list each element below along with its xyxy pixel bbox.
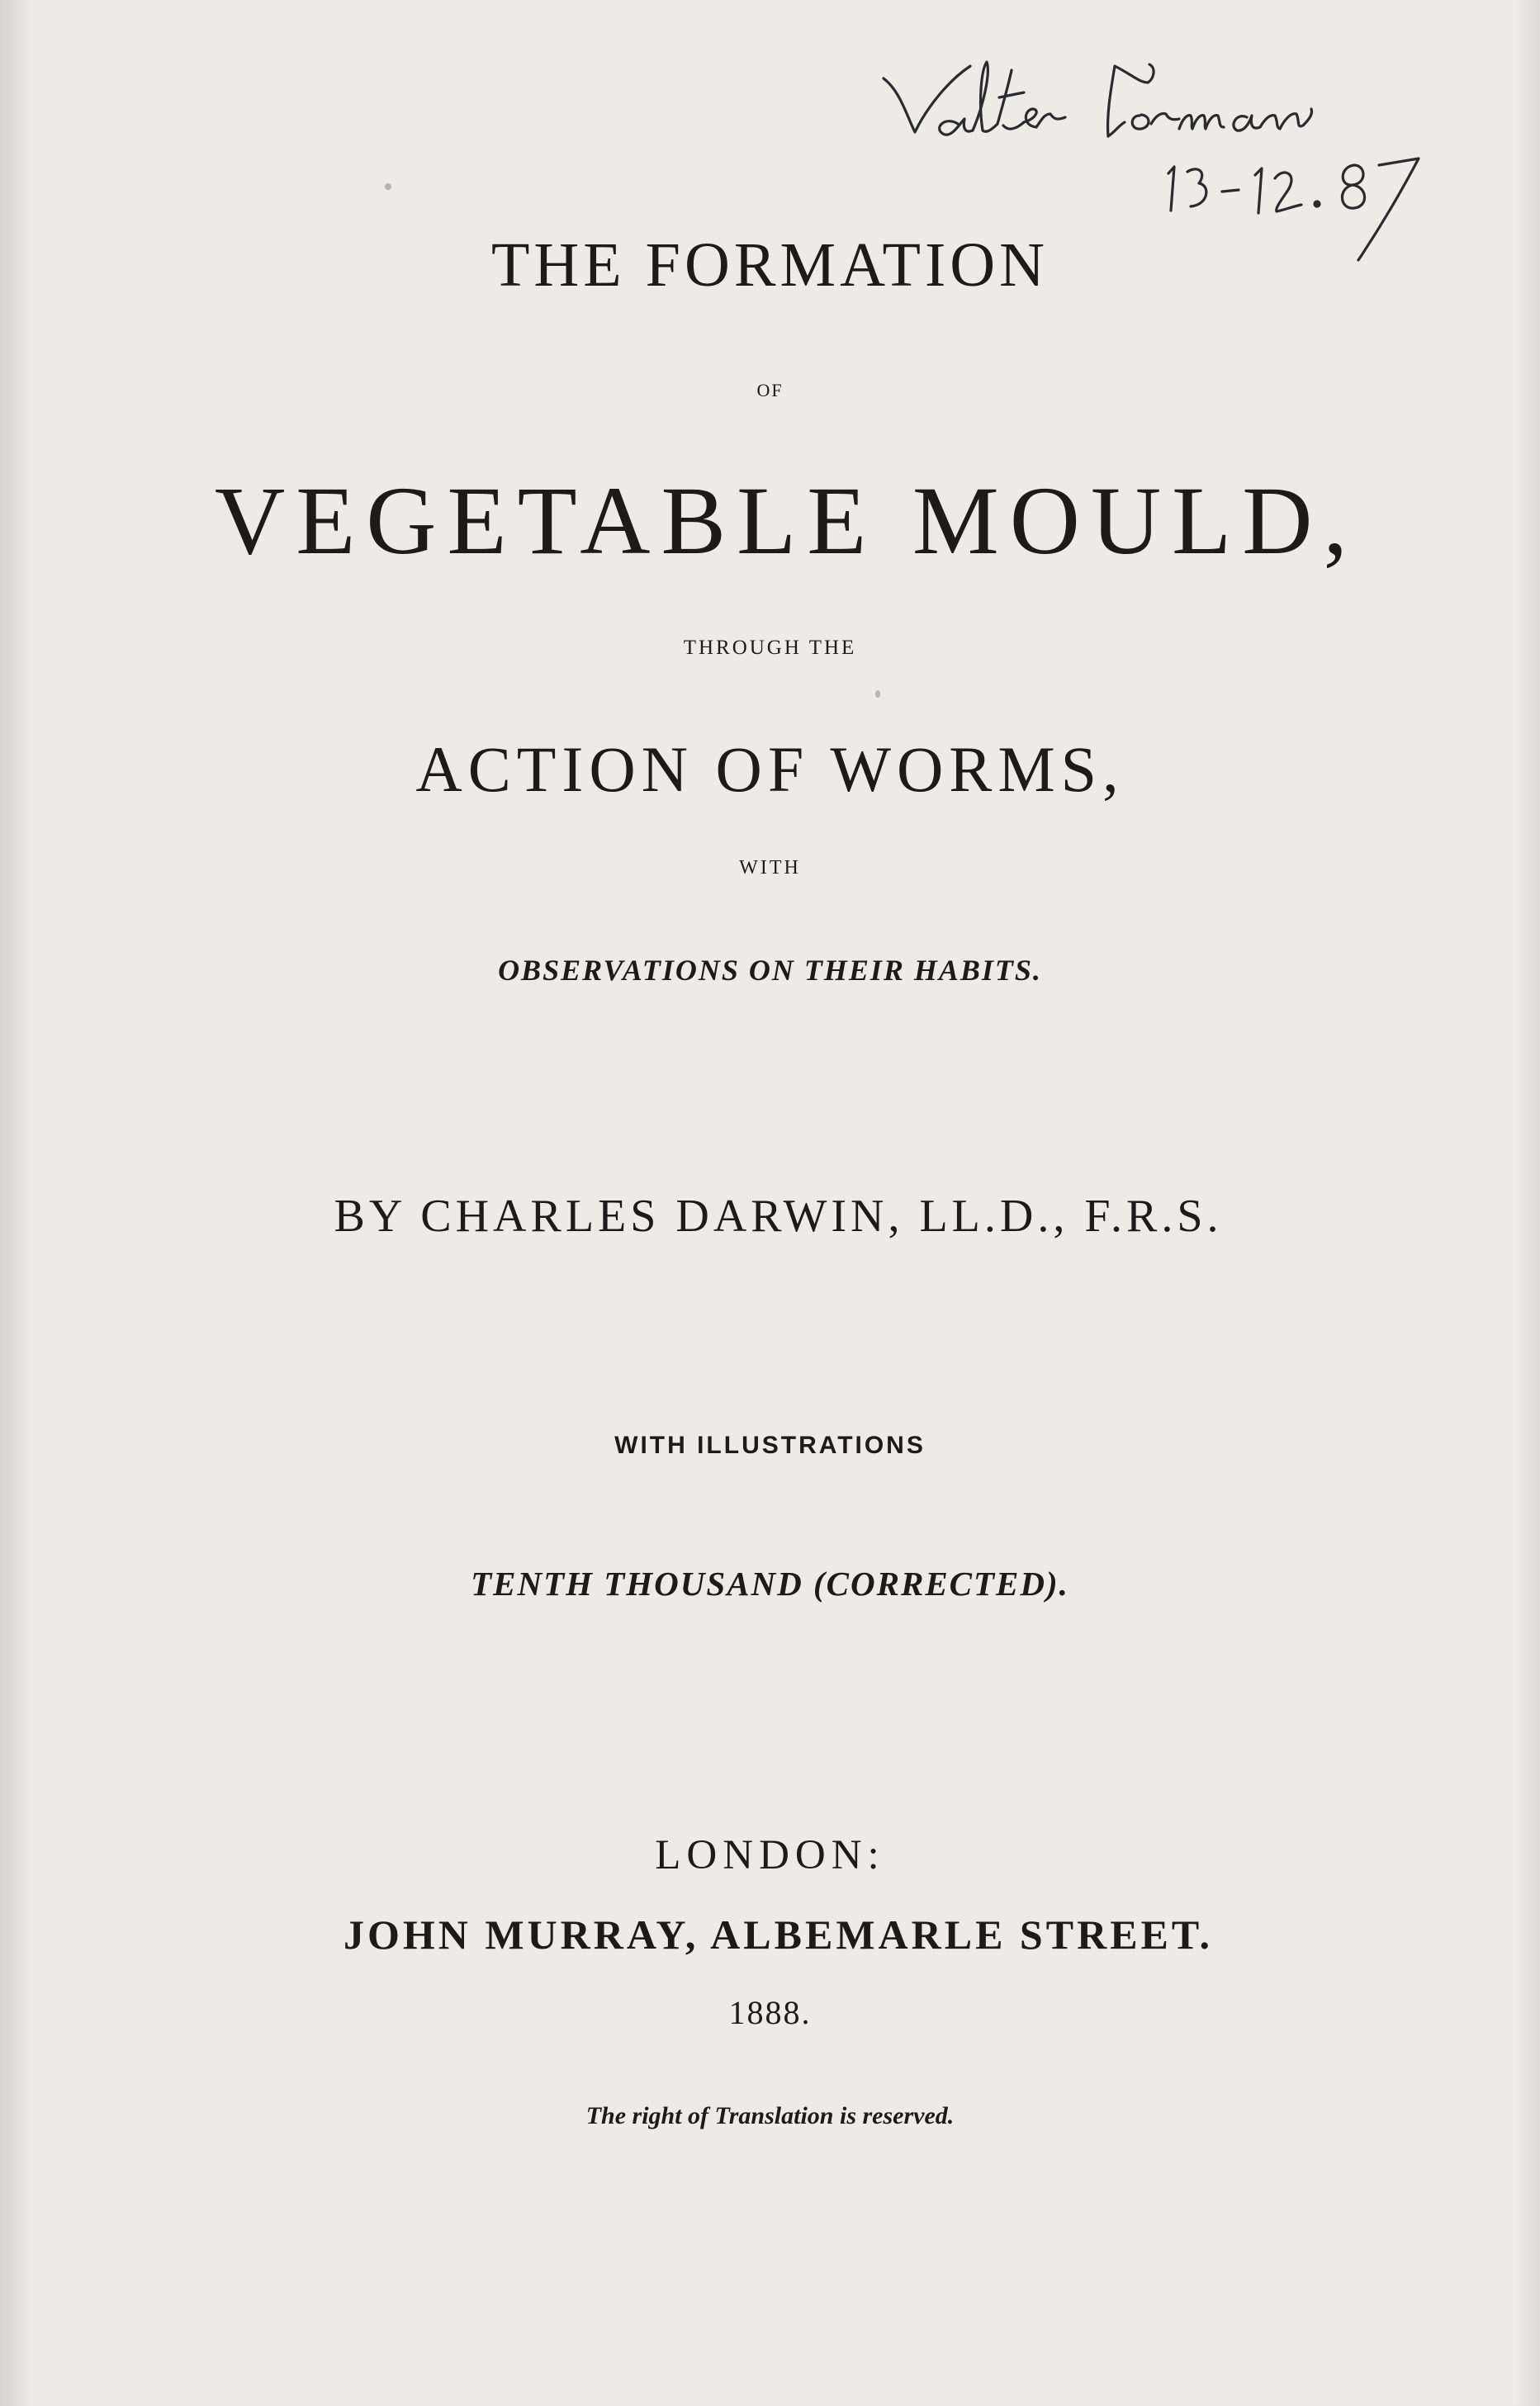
- illustrations-note: WITH ILLUSTRATIONS: [614, 1432, 926, 1459]
- title-line-of: OF: [756, 380, 784, 400]
- paper-speck: [875, 690, 880, 698]
- title-line-with: WITH: [739, 857, 801, 879]
- title-line-through-the: THROUGH THE: [683, 637, 857, 659]
- title-line-formation: THE FORMATION: [490, 230, 1050, 300]
- rights-notice: The right of Translation is reserved.: [585, 2102, 955, 2129]
- title-line-vegetable-mould: VEGETABLE MOULD,: [215, 467, 1358, 575]
- imprint-publisher: JOHN MURRAY, ALBEMARLE STREET.: [343, 1911, 1214, 1958]
- title-line-action-of-worms: ACTION OF WORMS,: [415, 733, 1125, 805]
- edition-line: TENTH THOUSAND (CORRECTED).: [471, 1565, 1069, 1603]
- imprint-year: 1888.: [728, 1994, 812, 2031]
- imprint-city: LONDON:: [655, 1832, 885, 1878]
- paper-speck: [385, 183, 391, 190]
- title-line-observations: OBSERVATIONS ON THEIR HABITS.: [498, 954, 1042, 987]
- author-line: BY CHARLES DARWIN, LL.D., F.R.S.: [334, 1191, 1223, 1242]
